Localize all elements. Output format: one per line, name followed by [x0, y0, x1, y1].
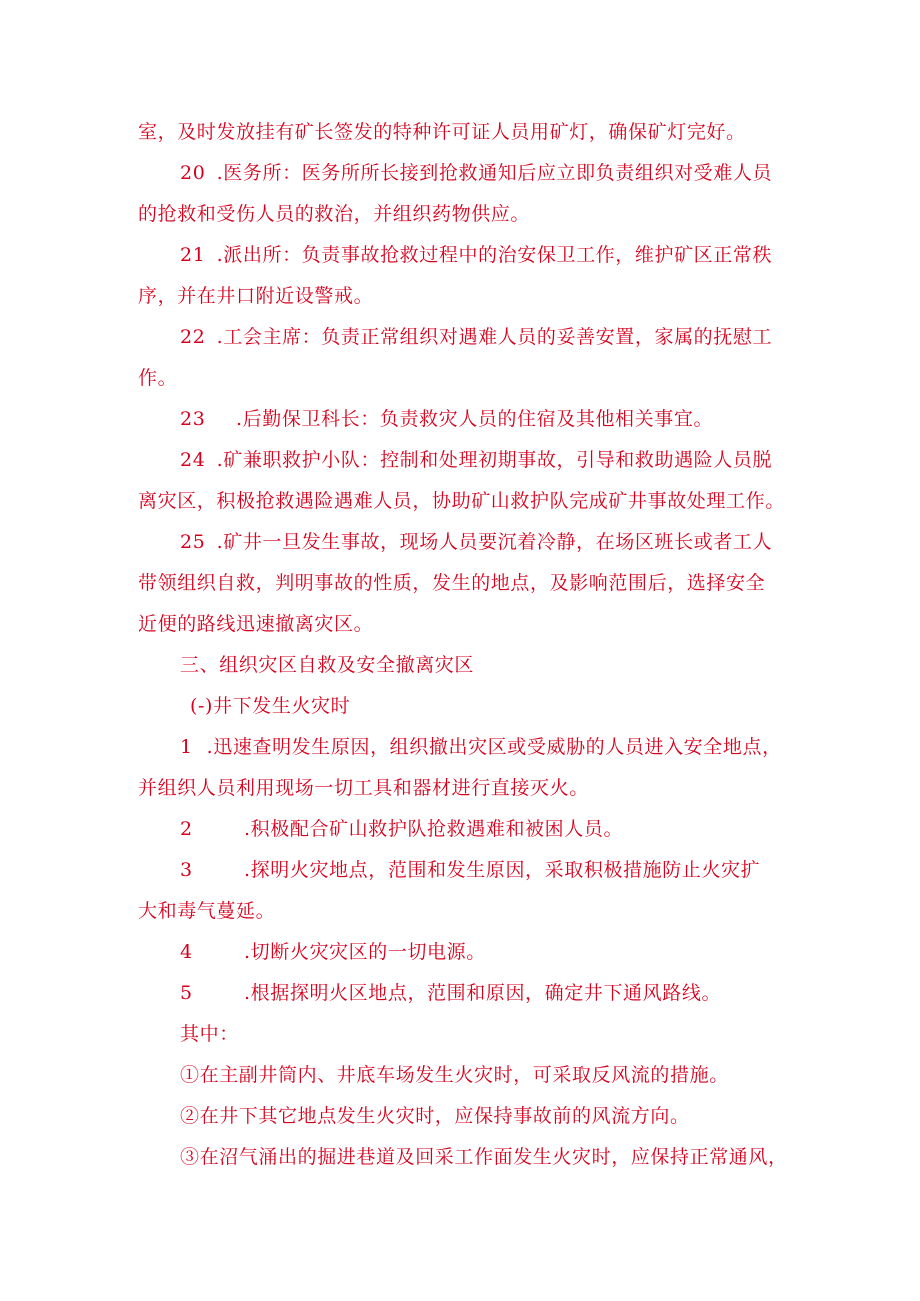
item-3 — [180, 856, 830, 884]
text-line-20 — [138, 897, 788, 925]
text-line-12 — [138, 569, 788, 597]
line-text: ③在沼气涌出的掘进巷道及回采工作面发生火灾时，应保持正常通风， — [180, 1146, 788, 1168]
item-dot: . — [244, 941, 251, 963]
text-line-10 — [138, 487, 788, 515]
line-text: 迅速查明发生原因，组织撤出灾区或受威胁的人员进入安全地点， — [213, 736, 782, 758]
line-text: ①在主副井筒内、井底车场发生火灾时，可采取反风流的措施。 — [180, 1064, 729, 1086]
item-number: 21 — [180, 244, 206, 266]
line-text: 探明火灾地点，范围和发生原因，采取积极措施防止火灾扩 — [250, 859, 761, 881]
item-dot: . — [216, 162, 224, 184]
note-item-1 — [180, 1061, 830, 1089]
line-text: 带领组织自救，判明事故的性质，发生的地点，及影响范围后，选择安全 — [138, 572, 766, 594]
text-line-3 — [138, 200, 788, 228]
line-text: 切断火灾灾区的一切电源。 — [250, 941, 486, 963]
item-21 — [180, 241, 830, 269]
line-text: 的抢救和受伤人员的救治，并组织药物供应。 — [138, 203, 531, 225]
line-text: 后勤保卫科长：负责救灾人员的住宿及其他相关事宜。 — [242, 408, 714, 430]
item-24 — [180, 446, 830, 474]
item-23 — [180, 405, 830, 433]
item-2 — [180, 815, 830, 843]
line-text: 派出所：负责事故抢救过程中的治安保卫工作，维护矿区正常秩 — [223, 244, 773, 266]
item-dot: . — [244, 859, 251, 881]
text-line-5 — [138, 282, 788, 310]
subsection-heading — [190, 692, 840, 720]
item-number: 23 — [180, 408, 206, 430]
item-22 — [180, 323, 830, 351]
item-number: 3 — [180, 859, 193, 881]
item-dot: . — [216, 244, 224, 266]
item-dot: . — [216, 531, 224, 553]
line-text: 医务所：医务所所长接到抢救通知后应立即负责组织对受难人员 — [223, 162, 773, 184]
item-number: 20 — [180, 162, 206, 184]
item-5 — [180, 979, 830, 1007]
text-line-17 — [138, 774, 788, 802]
line-text: 近便的路线迅速撤离灾区。 — [138, 613, 374, 635]
item-number: 2 — [180, 818, 193, 840]
item-number: 5 — [180, 982, 193, 1004]
item-dot: . — [216, 326, 224, 348]
note-item-2 — [180, 1102, 830, 1130]
note-heading — [180, 1020, 830, 1048]
item-dot: . — [244, 818, 251, 840]
item-25 — [180, 528, 830, 556]
item-number: 22 — [180, 326, 206, 348]
text-line-13 — [138, 610, 788, 638]
line-text: 根据探明火区地点，范围和原因，确定井下通风路线。 — [250, 982, 722, 1004]
note-item-3 — [180, 1143, 830, 1171]
line-text: 作。 — [138, 367, 178, 389]
line-text: 矿井一旦发生事故，现场人员要沉着冷静，在场区班长或者工人 — [223, 531, 773, 553]
text-line-7 — [138, 364, 788, 392]
line-text: 大和毒气蔓延。 — [138, 900, 276, 922]
line-text: 并组织人员利用现场一切工具和器材进行直接灭火。 — [138, 777, 589, 799]
item-number: 4 — [180, 941, 193, 963]
item-number: 1 — [180, 736, 193, 758]
line-text: 序，并在井口附近设警戒。 — [138, 285, 374, 307]
line-text: ②在井下其它地点发生火灾时，应保持事故前的风流方向。 — [180, 1105, 690, 1127]
line-text: 工会主席：负责正常组织对遇难人员的妥善安置，家属的抚慰工 — [223, 326, 773, 348]
line-text: 矿兼职救护小队：控制和处理初期事故，引导和救助遇险人员脱 — [223, 449, 773, 471]
line-text: 离灾区，积极抢救遇险遇难人员，协助矿山救护队完成矿井事故处理工作。 — [138, 490, 785, 512]
item-dot: . — [244, 982, 251, 1004]
line-text: 积极配合矿山救护队抢救遇难和被困人员。 — [250, 818, 624, 840]
item-4 — [180, 938, 830, 966]
heading-text: 三、组织灾区自救及安全撤离灾区 — [180, 654, 475, 676]
item-number: 24 — [180, 449, 206, 471]
line-text: 其中： — [180, 1023, 239, 1045]
item-dot: . — [216, 449, 224, 471]
item-dot: . — [206, 736, 214, 758]
section-heading — [180, 651, 830, 679]
text-line-1 — [138, 118, 788, 146]
item-20 — [180, 159, 830, 187]
item-1 — [180, 733, 830, 761]
subheading-text: (-)井下发生火灾时 — [190, 695, 351, 717]
item-dot: . — [236, 408, 243, 430]
line-text: 室，及时发放挂有矿长签发的特种许可证人员用矿灯，确保矿灯完好。 — [138, 121, 746, 143]
item-number: 25 — [180, 531, 206, 553]
